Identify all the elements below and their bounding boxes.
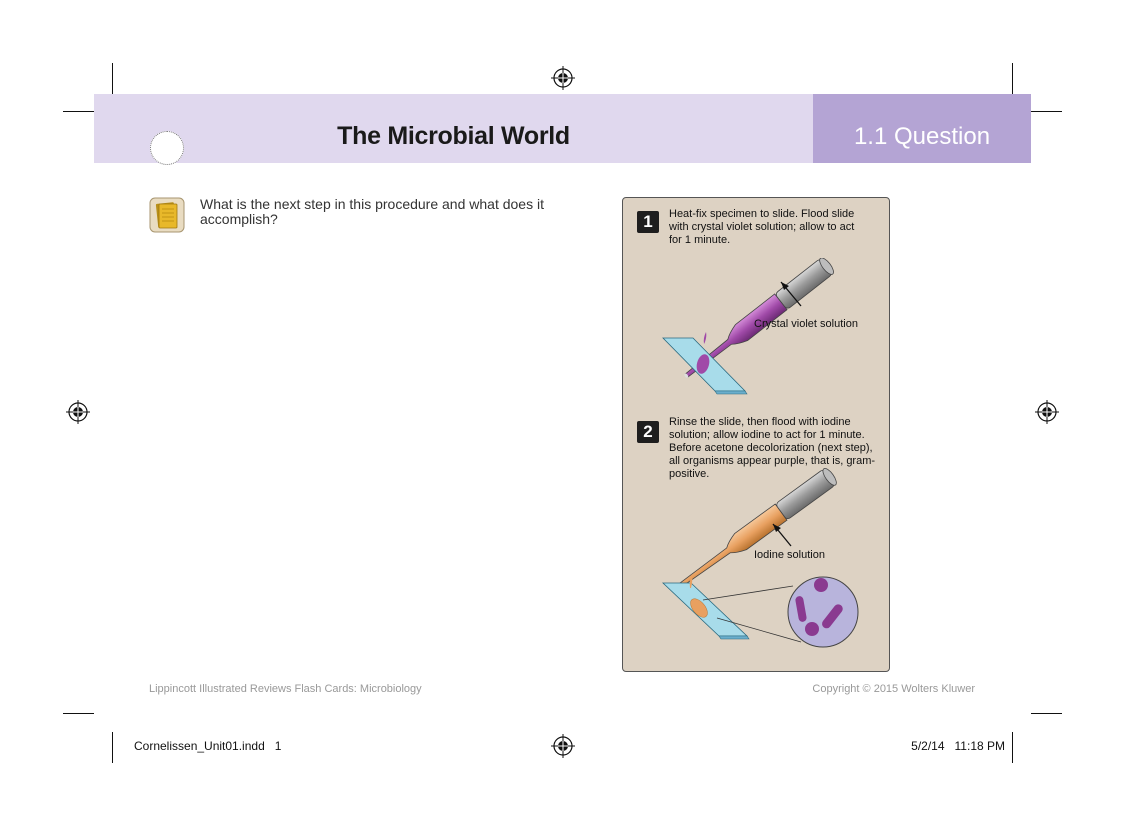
figure-label: Crystal violet solution — [754, 318, 858, 330]
crop-mark — [63, 111, 94, 112]
card-stack-icon — [149, 197, 185, 233]
step-number: 2 — [637, 421, 659, 443]
crop-mark — [1012, 732, 1013, 763]
crop-mark — [1012, 63, 1013, 94]
step-number: 1 — [637, 211, 659, 233]
crop-mark — [63, 713, 94, 714]
question-text: What is the next step in this procedure and what does it accomplish? — [200, 196, 544, 227]
page-title: The Microbial World — [337, 122, 570, 150]
crop-mark — [1031, 713, 1062, 714]
crop-mark — [1031, 111, 1062, 112]
registration-mark-icon — [551, 734, 575, 758]
slug-filename: Cornelissen_Unit01.indd 1 — [134, 739, 282, 753]
footer-series-title: Lippincott Illustrated Reviews Flash Cards: Microbiology — [149, 683, 422, 695]
step-text: Heat-fix specimen to slide. Flood slide with crystal violet solution; allow to act for 1 minute. — [669, 208, 855, 246]
registration-mark-icon — [1035, 400, 1059, 424]
registration-mark-icon — [551, 66, 575, 90]
step-text: Rinse the slide, then flood with iodine solution; allow iodine to act for 1 minute. Before acetone decolorization (next step), all organisms appear purple, that is, gram-positive. — [669, 416, 876, 480]
crop-mark — [112, 732, 113, 763]
crop-mark — [112, 63, 113, 94]
figure-label: Iodine solution — [754, 549, 825, 561]
card-side-label: 1.1 Question — [853, 123, 991, 150]
gram-stain-figure — [622, 197, 890, 672]
punch-hole — [150, 131, 184, 165]
iodine-dropper-illustration — [623, 468, 891, 673]
footer-copyright: Copyright © 2015 Wolters Kluwer — [812, 683, 975, 695]
registration-mark-icon — [66, 400, 90, 424]
slug-datetime: 5/2/14 11:18 PM — [911, 739, 1005, 753]
